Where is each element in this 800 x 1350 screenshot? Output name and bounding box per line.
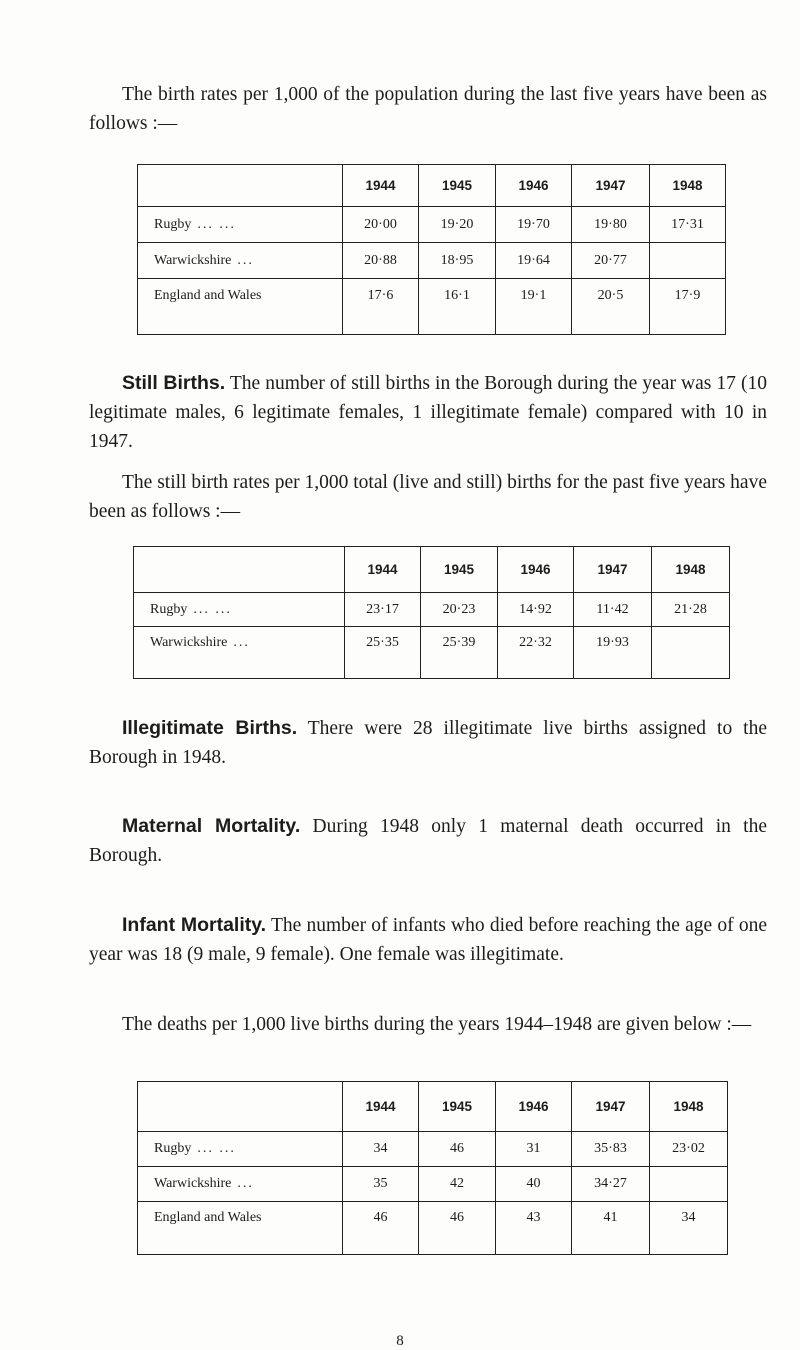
still-births-text: The number of still births in the Borough during the year was 17 (10 legitimate males, 6 legitimate females, 1 illegitimate female) compared with 10 in 1947. xyxy=(89,373,768,452)
row-label-text: Warwickshire xyxy=(154,252,232,268)
cell: 17·31 xyxy=(650,207,726,243)
cell: 25·35 xyxy=(345,627,421,679)
table-row xyxy=(134,593,730,627)
cell: 23·17 xyxy=(345,593,421,627)
header-1947: 1947 xyxy=(572,165,650,207)
cell: 17·6 xyxy=(343,279,419,335)
row-label-text: Rugby xyxy=(150,601,188,617)
header-1948: 1948 xyxy=(650,165,726,207)
cell: 46 xyxy=(343,1202,419,1255)
header-1948: 1948 xyxy=(650,1082,728,1132)
cell: 20·23 xyxy=(421,593,498,627)
header-1944: 1944 xyxy=(343,165,419,207)
cell: 19·64 xyxy=(496,243,572,279)
row-label xyxy=(138,1167,343,1202)
header-1944: 1944 xyxy=(343,1082,419,1132)
row-label xyxy=(134,593,345,627)
row-label xyxy=(134,627,345,679)
row-label-text: England and Wales xyxy=(154,288,262,303)
cell: 43 xyxy=(496,1202,572,1255)
maternal-mortality-text: During 1948 only 1 maternal death occurred in the Borough. xyxy=(89,816,767,866)
header-1946: 1946 xyxy=(498,547,574,593)
header-blank xyxy=(138,1082,343,1132)
illegitimate-births-text: There were 28 illegitimate live births assigned to the Borough in 1948. xyxy=(89,718,767,768)
cell: 25·39 xyxy=(421,627,498,679)
birth-rates-table xyxy=(137,164,726,335)
header-1946: 1946 xyxy=(496,1082,572,1132)
cell: 20·88 xyxy=(343,243,419,279)
table-row xyxy=(138,1202,728,1255)
table-row xyxy=(138,207,726,243)
illegitimate-births-paragraph xyxy=(89,714,767,772)
cell: 34·27 xyxy=(572,1167,650,1202)
cell xyxy=(650,243,726,279)
table-row xyxy=(138,1167,728,1202)
row-label xyxy=(138,1132,343,1167)
row-label-text: Rugby xyxy=(154,1141,192,1156)
header-1948: 1948 xyxy=(652,547,730,593)
still-births-heading: Still Births. xyxy=(122,372,226,394)
still-birth-rates-intro-text: The still birth rates per 1,000 total (live and still) births for the past five years have been as follows :— xyxy=(89,472,767,522)
row-label xyxy=(138,207,343,243)
row-label-text: Warwickshire xyxy=(150,635,228,650)
cell: 19·93 xyxy=(574,627,652,679)
row-label-text: England and Wales xyxy=(154,1210,262,1225)
table-row xyxy=(134,627,730,679)
header-1945: 1945 xyxy=(419,165,496,207)
cell: 40 xyxy=(496,1167,572,1202)
header-1946: 1946 xyxy=(496,165,572,207)
header-1945: 1945 xyxy=(421,547,498,593)
leader-dots: ... xyxy=(237,252,254,268)
infant-death-rates-intro xyxy=(89,1010,767,1039)
infant-mortality-paragraph xyxy=(89,911,767,969)
cell: 19·70 xyxy=(496,207,572,243)
table-header-row xyxy=(138,165,726,207)
infant-mortality-text: The number of infants who died before reaching the age of one year was 18 (9 male, 9 female). One female was illegitimate. xyxy=(89,915,767,965)
cell: 46 xyxy=(419,1132,496,1167)
cell: 19·80 xyxy=(572,207,650,243)
row-label-text: Rugby xyxy=(154,216,192,232)
row-label xyxy=(138,279,343,335)
table-row xyxy=(138,1132,728,1167)
header-1947: 1947 xyxy=(574,547,652,593)
cell: 42 xyxy=(419,1167,496,1202)
cell: 20·77 xyxy=(572,243,650,279)
leader-dots: ... xyxy=(237,1176,254,1191)
row-label-text: Warwickshire xyxy=(154,1176,232,1191)
header-blank xyxy=(138,165,343,207)
cell: 17·9 xyxy=(650,279,726,335)
page-number: 8 xyxy=(396,1333,404,1349)
illegitimate-births-heading: Illegitimate Births. xyxy=(122,717,298,739)
infant-mortality-heading: Infant Mortality. xyxy=(122,914,267,936)
header-1945: 1945 xyxy=(419,1082,496,1132)
table-row xyxy=(138,243,726,279)
header-1947: 1947 xyxy=(572,1082,650,1132)
cell xyxy=(650,1167,728,1202)
leader-dots: ... ... xyxy=(193,601,232,617)
cell: 16·1 xyxy=(419,279,496,335)
leader-dots: ... ... xyxy=(197,1141,236,1156)
cell: 21·28 xyxy=(652,593,730,627)
infant-death-rates-intro-text: The deaths per 1,000 live births during the years 1944–1948 are given below :— xyxy=(122,1014,752,1035)
cell xyxy=(652,627,730,679)
cell: 34 xyxy=(650,1202,728,1255)
cell: 31 xyxy=(496,1132,572,1167)
table-row xyxy=(138,279,726,335)
cell: 19·20 xyxy=(419,207,496,243)
row-label xyxy=(138,1202,343,1255)
still-birth-rates-intro xyxy=(89,468,767,526)
leader-dots: ... ... xyxy=(197,216,236,232)
still-births-paragraph xyxy=(89,369,767,456)
maternal-mortality-heading: Maternal Mortality. xyxy=(122,815,301,837)
infant-deaths-table xyxy=(137,1081,728,1255)
cell: 23·02 xyxy=(650,1132,728,1167)
table-header-row xyxy=(134,547,730,593)
cell: 22·32 xyxy=(498,627,574,679)
cell: 18·95 xyxy=(419,243,496,279)
cell: 35 xyxy=(343,1167,419,1202)
birth-rates-intro-text: The birth rates per 1,000 of the population during the last five years have been as follows :— xyxy=(89,84,767,134)
header-blank xyxy=(134,547,345,593)
birth-rates-intro xyxy=(89,80,767,138)
still-birth-rates-table xyxy=(133,546,730,679)
cell: 20·5 xyxy=(572,279,650,335)
maternal-mortality-paragraph xyxy=(89,812,767,870)
cell: 11·42 xyxy=(574,593,652,627)
cell: 46 xyxy=(419,1202,496,1255)
cell: 19·1 xyxy=(496,279,572,335)
table-header-row xyxy=(138,1082,728,1132)
cell: 34 xyxy=(343,1132,419,1167)
row-label xyxy=(138,243,343,279)
cell: 41 xyxy=(572,1202,650,1255)
cell: 35·83 xyxy=(572,1132,650,1167)
leader-dots: ... xyxy=(233,635,250,650)
cell: 14·92 xyxy=(498,593,574,627)
cell: 20·00 xyxy=(343,207,419,243)
header-1944: 1944 xyxy=(345,547,421,593)
